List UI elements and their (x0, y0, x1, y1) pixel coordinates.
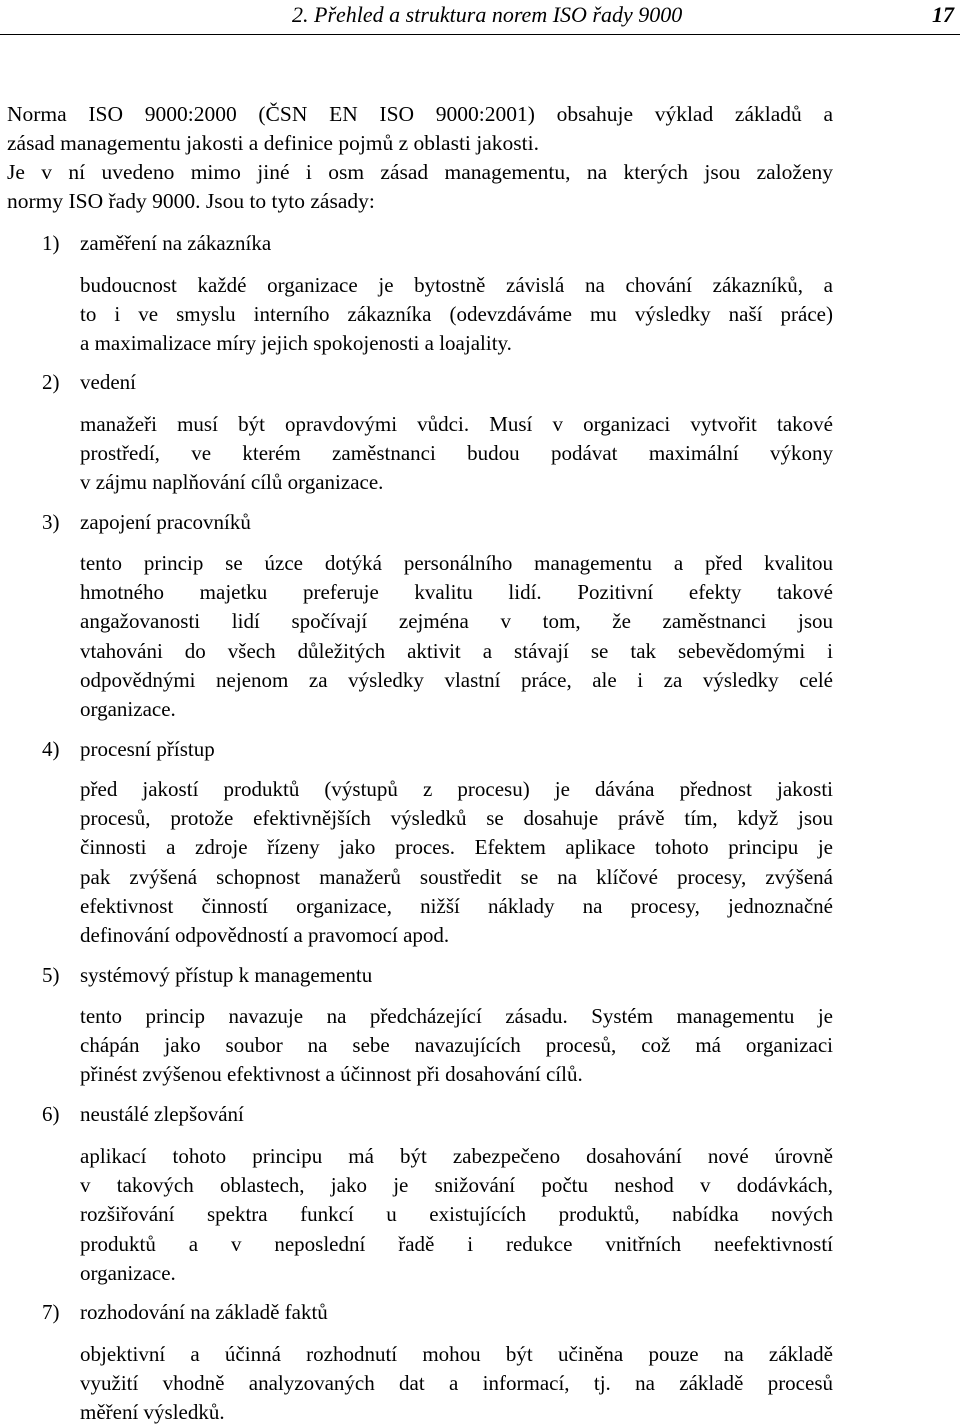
principle-heading (42, 1100, 244, 1128)
description-line: chápán jako soubor na sebe navazujících procesů, což má organizaci (80, 1033, 833, 1058)
description-line: hmotného majetku preferuje kvalitu lidí. Pozitivní efekty takové (80, 580, 833, 605)
principle-description (80, 549, 833, 724)
principle-number: 4) (42, 737, 60, 761)
principle-heading (42, 961, 372, 989)
principle-title: neustálé zlepšování (80, 1102, 244, 1126)
principle-number: 3) (42, 510, 60, 534)
description-line: činnosti a zdroje řízeny jako proces. Efektem aplikace tohoto principu je (80, 835, 833, 860)
principle-title: systémový přístup k managementu (80, 963, 373, 987)
description-line: budoucnost každé organizace je bytostně závislá na chování zákazníků, a (80, 273, 833, 297)
principle-number: 1) (42, 231, 60, 255)
principle-number: 7) (42, 1300, 60, 1324)
description-line: tento princip se úzce dotýká personálního managementu a před kvalitou (80, 551, 833, 575)
principle-description (80, 775, 833, 950)
description-line: angažovanosti lidí spočívají zejména v tom, že zaměstnanci jsou (80, 609, 833, 634)
principle-description (80, 410, 833, 498)
page-number: 17 (932, 2, 954, 27)
intro-line: Je v ní uvedeno mimo jiné i osm zásad managementu, na kterých jsou založeny (7, 160, 833, 184)
principle-heading (42, 229, 271, 257)
principle-heading (42, 508, 251, 536)
description-line: definování odpovědností a pravomocí apod. (80, 923, 450, 948)
description-line: měření výsledků. (80, 1400, 225, 1425)
principle-description (80, 271, 833, 359)
intro-line: normy ISO řady 9000. Jsou to tyto zásady: (7, 189, 375, 213)
principle-number: 6) (42, 1102, 60, 1126)
description-line: vtahováni do všech důležitých aktivit a stávají se tak sebevědomými i (80, 638, 833, 663)
description-line: prostředí, ve kterém zaměstnanci budou podávat maximální výkony (80, 441, 833, 466)
principle-description (80, 1340, 833, 1428)
principle-description (80, 1002, 833, 1090)
principle-heading (42, 368, 136, 396)
principle-number: 2) (42, 370, 60, 394)
description-line: objektivní a účinná rozhodnutí mohou být učiněna pouze na základě (80, 1342, 833, 1366)
page-header (0, 0, 960, 36)
description-line: organizace. (80, 697, 176, 722)
description-line: to i ve smyslu interního zákazníka (odevzdáváme mu výsledky naší práce) (80, 302, 833, 327)
description-line: tento princip navazuje na předcházející zásadu. Systém managementu je (80, 1004, 833, 1028)
description-line: organizace. (80, 1260, 176, 1285)
description-line: efektivnost činností organizace, nižší náklady na procesy, jednoznačné (80, 893, 833, 918)
principle-title: rozhodování na základě faktů (80, 1300, 328, 1324)
description-line: pak zvýšená schopnost manažerů soustředit se na klíčové procesy, zvýšená (80, 864, 833, 889)
description-line: přinést zvýšenou efektivnost a účinnost při dosahování cílů. (80, 1062, 583, 1087)
description-line: využití vhodně analyzovaných dat a informací, tj. na základě procesů (80, 1371, 833, 1396)
description-line: v takových oblastech, jako je snižování počtu neshod v dodávkách, (80, 1173, 833, 1198)
principle-number: 5) (42, 963, 60, 987)
description-line: před jakostí produktů (výstupů z procesu) je dávána přednost jakosti (80, 777, 833, 801)
description-line: procesů, protože efektivnějších výsledků se dosahuje právě tím, když jsou (80, 806, 833, 831)
description-line: produktů a v neposlední řadě i redukce vnitřních neefektivností (80, 1231, 833, 1256)
description-line: manažeři musí být opravdovými vůdci. Musí v organizaci vytvořit takové (80, 412, 833, 436)
principle-description (80, 1142, 833, 1288)
description-line: a maximalizace míry jejich spokojenosti a loajality. (80, 331, 512, 356)
intro-line: zásad managementu jakosti a definice pojmů z oblasti jakosti. (7, 131, 539, 155)
principle-title: zapojení pracovníků (80, 510, 251, 534)
principle-heading (42, 735, 215, 763)
description-line: aplikací tohoto principu má být zabezpečeno dosahování nové úrovně (80, 1144, 833, 1168)
intro-paragraph (7, 100, 833, 216)
principle-title: procesní přístup (80, 737, 215, 761)
principle-title: vedení (80, 370, 136, 394)
principle-title: zaměření na zákazníka (80, 231, 272, 255)
description-line: v zájmu naplňování cílů organizace. (80, 470, 384, 495)
header-divider (0, 34, 960, 35)
chapter-title: 2. Přehled a struktura norem ISO řady 9000 (292, 2, 683, 27)
intro-line: Norma ISO 9000:2000 (ČSN EN ISO 9000:2001) obsahuje výklad základů a (7, 102, 833, 126)
description-line: rozšiřování spektra funkcí u existujících produktů, nabídka nových (80, 1202, 833, 1227)
description-line: odpovědnými nejenom za výsledky vlastní práce, ale i za výsledky celé (80, 667, 833, 692)
principle-heading (42, 1298, 328, 1326)
